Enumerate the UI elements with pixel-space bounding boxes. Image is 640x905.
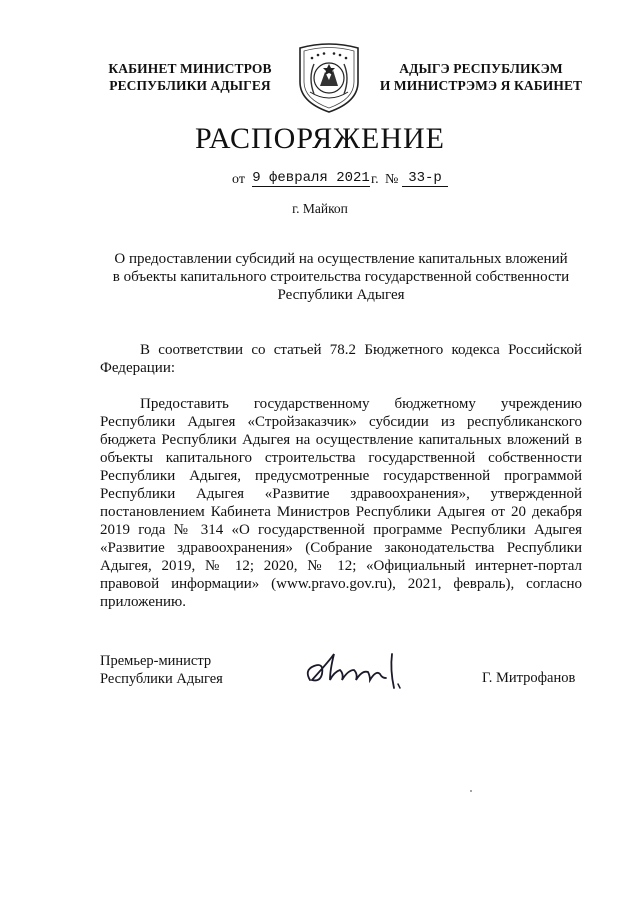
- document-title: РАСПОРЯЖЕНИЕ: [194, 122, 446, 155]
- document-date: 9 февраля 2021: [252, 170, 370, 186]
- number-label: №: [385, 172, 399, 187]
- date-prefix: от: [232, 172, 245, 187]
- date-year-suffix: г.: [371, 172, 379, 187]
- header-left-line2: РЕСПУБЛИКИ АДЫГЕЯ: [109, 78, 271, 93]
- body-paragraph-2: Предоставить государственному бюджетному учреждению Республики Адыгея «Стройзаказчик» субсидии из республиканского бюджета Республики Адыгея на осуществление капитальных вложений в объекты капитального строительства государственной собственности Республики Адыгея, предусмотренные государственной программой Республики Адыгея «Развитие здравоохранения», утвержденной постановлением Кабинета Министров Республики Адыгея от 20 декабря 2019 года № 314 «О государственной программе Республики Адыгея «Развитие здравоохранения» (Собрание законодательства Республики Адыгея, 2019, № 12; 2020, № 12; «Официальный интернет-портал правовой информации» (www.pravo.gov.ru), 2021, февраль), согласно приложению.: [100, 396, 582, 610]
- body-paragraph-1: В соответствии со статьей 78.2 Бюджетного кодекса Российской Федерации:: [100, 342, 582, 376]
- coat-of-arms-icon: [296, 42, 362, 114]
- signatory-name: Г. Митрофанов: [482, 670, 576, 686]
- header-right-line2: И МИНИСТРЭМЭ Я КАБИНЕТ: [379, 78, 583, 93]
- document-subject: [100, 250, 582, 304]
- subject-line2: в объекты капитального строительства государственной собственности: [112, 269, 570, 285]
- signatory-position: [100, 652, 223, 688]
- subject-line1: О предоставлении субсидий на осуществление капитальных вложений: [114, 251, 568, 267]
- document-number: 33-р: [402, 170, 448, 187]
- subject-line3: Республики Адыгея: [277, 287, 405, 303]
- page-mark: [470, 790, 472, 792]
- signatory-position-line1: Премьер-министр: [100, 653, 212, 669]
- handwritten-signature: [300, 640, 420, 696]
- header-left-line1: КАБИНЕТ МИНИСТРОВ: [108, 61, 272, 76]
- header-right-line1: АДЫГЭ РЕСПУБЛИКЭМ: [399, 61, 563, 76]
- signatory-position-line2: Республики Адыгея: [100, 671, 223, 687]
- header-right-org-name: [378, 60, 584, 94]
- dateline: [232, 170, 452, 190]
- header-left-org-name: [104, 60, 276, 94]
- city: г. Майкоп: [292, 201, 348, 216]
